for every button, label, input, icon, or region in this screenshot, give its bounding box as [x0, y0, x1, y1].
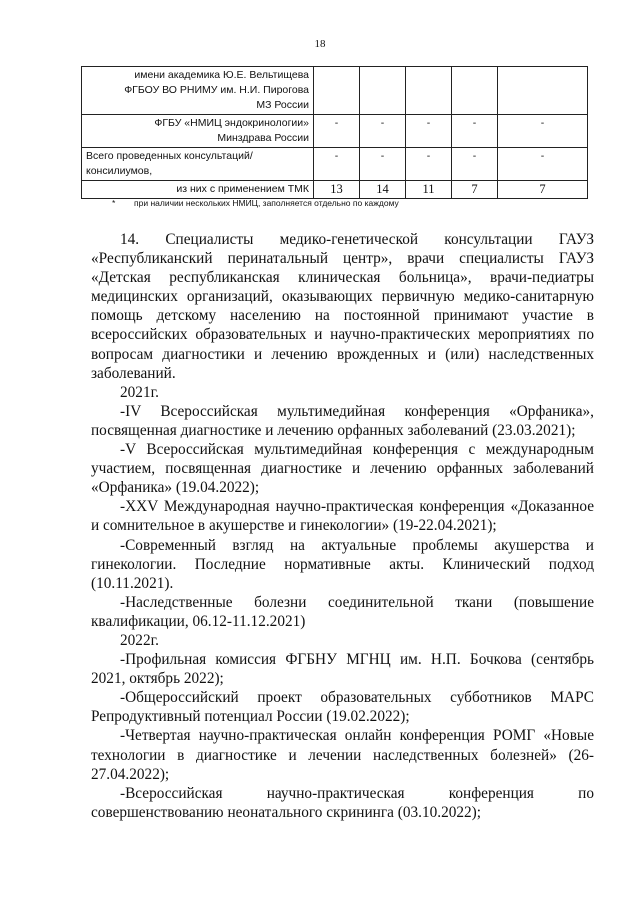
event-item: -Современный взгляд на актуальные проблемы акушерства и гинекологии. Последние нормативные акты. Клинический подход (10.11.2021).: [91, 536, 594, 592]
footnote-mark: *: [112, 198, 116, 208]
table-cell-value: -: [314, 148, 360, 181]
table-cell-organization: [82, 115, 314, 148]
table-cell-line: ФГБУ «НМИЦ эндокринологии»: [154, 117, 309, 129]
table-row: [82, 181, 588, 199]
table-cell-line: Всего проведенных консультаций/: [86, 150, 253, 162]
table-cell-value: -: [406, 148, 452, 181]
event-item: -V Всероссийская мультимедийная конференция с международным участием, посвященная диагностике и лечению орфанных заболеваний «Орфаника» (19.04.2022);: [91, 441, 594, 497]
year-heading-2022: 2022г.: [120, 631, 159, 649]
table-cell-value: -: [498, 115, 588, 148]
table-row: [82, 67, 588, 115]
table-cell-line: ФГБОУ ВО РНИМУ им. Н.И. Пирогова: [124, 84, 309, 96]
event-item: -Наследственные болезни соединительной ткани (повышение квалификации, 06.12-11.12.2021): [91, 593, 594, 630]
table-cell-line: из них с применением ТМК: [176, 183, 309, 195]
event-item: -XXV Международная научно-практическая конференция «Доказанное и сомнительное в акушерстве и гинекологии» (19-22.04.2021);: [91, 498, 594, 535]
table-cell-organization: [82, 181, 314, 199]
footnote-text: при наличии нескольких НМИЦ, заполняется отдельно по каждому: [134, 198, 399, 208]
paragraph-intro: 14. Специалисты медико-генетической консультации ГАУЗ «Республиканский перинатальный центр», врачи специалисты ГАУЗ «Детская республиканская клиническая больница», врачи-педиатры медицинских организаций, оказывающих первичную медико-санитарную помощь детскому населению на постоянной принимают участие в всероссийских образовательных и научно-практических мероприятиях по вопросам диагностики и лечению врожденных и (или) наследственных заболеваний.: [91, 231, 594, 382]
table-cell-value: 14: [360, 181, 406, 199]
footnote: [112, 198, 399, 208]
table-cell-value: -: [406, 115, 452, 148]
table-cell-value: -: [452, 115, 498, 148]
table-row: [82, 148, 588, 181]
table-cell-value: [360, 67, 406, 115]
table-cell-value: -: [452, 148, 498, 181]
page-number: 18: [314, 38, 326, 50]
statistics-table: [81, 66, 588, 199]
table-cell-value: [406, 67, 452, 115]
table-cell-value: [314, 67, 360, 115]
table-cell-line: МЗ России: [256, 99, 309, 111]
table-cell-line: Минздрава России: [217, 132, 309, 144]
event-item: -Профильная комиссия ФГБНУ МГНЦ им. Н.П. Бочкова (сентябрь 2021, октябрь 2022);: [91, 651, 594, 688]
year-heading-2021: 2021г.: [120, 383, 159, 401]
table-cell-line: имени академика Ю.Е. Вельтищева: [134, 69, 309, 81]
event-item: -IV Всероссийская мультимедийная конференция «Орфаника», посвященная диагностике и лечению орфанных заболеваний (23.03.2021);: [91, 402, 594, 439]
table-cell-line: консилиумов,: [86, 165, 153, 177]
document-body: [91, 230, 594, 822]
table-cell-value: 7: [498, 181, 588, 199]
table-cell-value: [452, 67, 498, 115]
table-cell-value: 11: [406, 181, 452, 199]
table-cell-value: [498, 67, 588, 115]
table-cell-organization: [82, 148, 314, 181]
table-row: [82, 115, 588, 148]
table-cell-value: -: [498, 148, 588, 181]
table-cell-value: 13: [314, 181, 360, 199]
table-cell-value: 7: [452, 181, 498, 199]
table-cell-value: -: [360, 148, 406, 181]
event-item: -Всероссийская научно-практическая конференция по совершенствованию неонатального скрининга (03.10.2022);: [91, 784, 594, 821]
table-cell-value: -: [314, 115, 360, 148]
table-cell-organization: [82, 67, 314, 115]
event-item: -Общероссийский проект образовательных субботников МАРС Репродуктивный потенциал России (19.02.2022);: [91, 689, 594, 726]
table-cell-value: -: [360, 115, 406, 148]
event-item: -Четвертая научно-практическая онлайн конференция РОМГ «Новые технологии в диагностике и лечении наследственных болезней» (26-27.04.2022);: [91, 727, 594, 783]
